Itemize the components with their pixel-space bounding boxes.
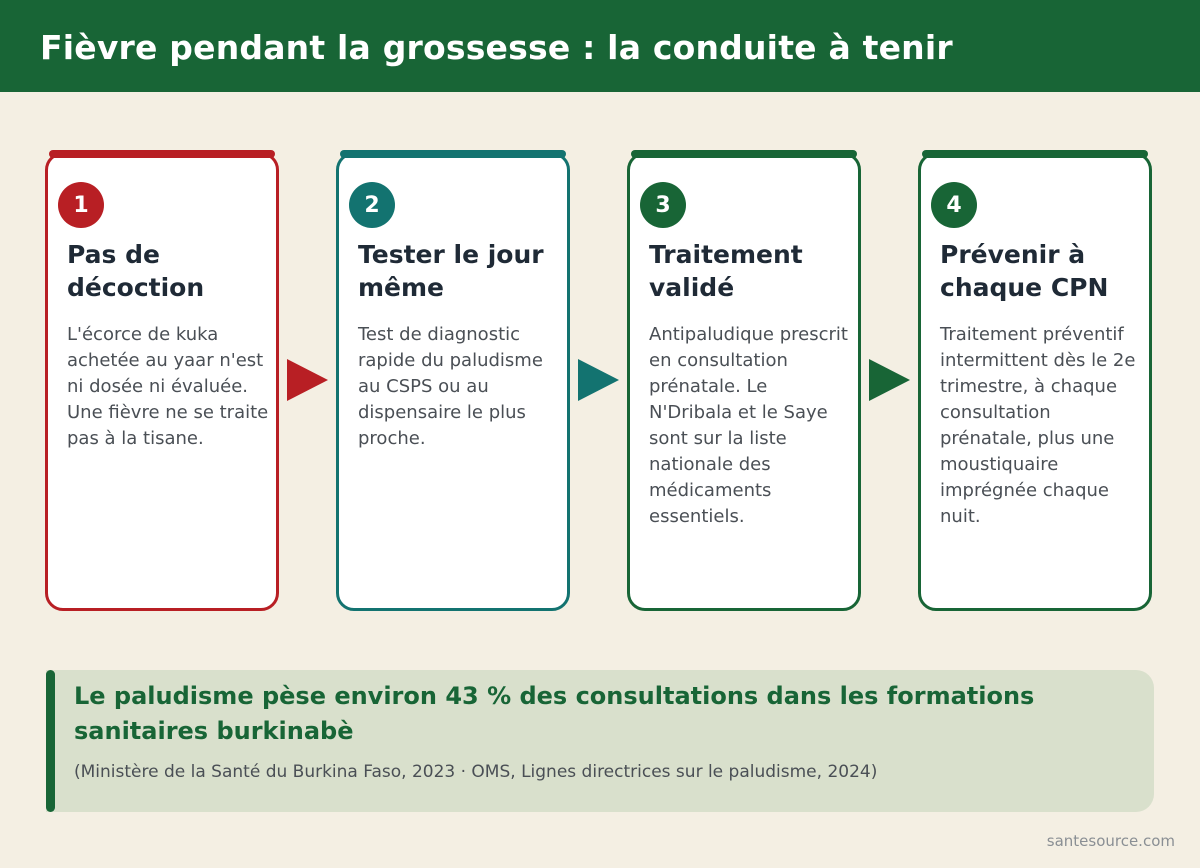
page-header [0, 0, 1200, 92]
footer-site-link[interactable]: santesource.com [1046, 832, 1175, 850]
step-card-3 [627, 152, 861, 611]
step-number-badge: 4 [931, 182, 977, 228]
callout-source: (Ministère de la Santé du Burkina Faso, 2023 · OMS, Lignes directrices sur le paludisme, 2024) [74, 762, 878, 782]
step-description: Antipaludique prescrit en consultation prénatale. Le N'Dribala et le Saye sont sur la liste nationale des médicaments essentiels. [649, 324, 848, 527]
step-description: Test de diagnostic rapide du paludisme au CSPS ou au dispensaire le plus proche. [358, 324, 543, 449]
step-number-badge: 3 [640, 182, 686, 228]
arrow-right-icon [869, 359, 910, 401]
arrow-right-icon [578, 359, 619, 401]
step-card-accent-bar [922, 150, 1148, 158]
step-description: Traitement préventif intermittent dès le 2e trimestre, à chaque consultation prénatale, plus une moustiquaire imprégnée chaque nuit. [940, 324, 1136, 527]
page-title: Fièvre pendant la grossesse : la conduite à tenir [40, 28, 953, 67]
statistic-callout [46, 670, 1154, 812]
step-title: Pas de décoction [67, 240, 205, 302]
callout-headline: Le paludisme pèse environ 43 % des consultations dans les formations sanitaires burkinabè [74, 682, 1035, 745]
step-card-1 [45, 152, 279, 611]
step-number-badge: 2 [349, 182, 395, 228]
step-card-4 [918, 152, 1152, 611]
callout-accent-bar [46, 670, 55, 812]
step-card-accent-bar [49, 150, 275, 158]
step-card-accent-bar [631, 150, 857, 158]
step-title: Prévenir à chaque CPN [940, 240, 1109, 302]
step-card-2 [336, 152, 570, 611]
step-title: Traitement validé [649, 240, 803, 302]
step-number-badge: 1 [58, 182, 104, 228]
step-description: L'écorce de kuka achetée au yaar n'est ni dosée ni évaluée. Une fièvre ne se traite pas à la tisane. [67, 324, 269, 449]
step-card-accent-bar [340, 150, 566, 158]
arrow-right-icon [287, 359, 328, 401]
step-title: Tester le jour même [358, 240, 544, 302]
